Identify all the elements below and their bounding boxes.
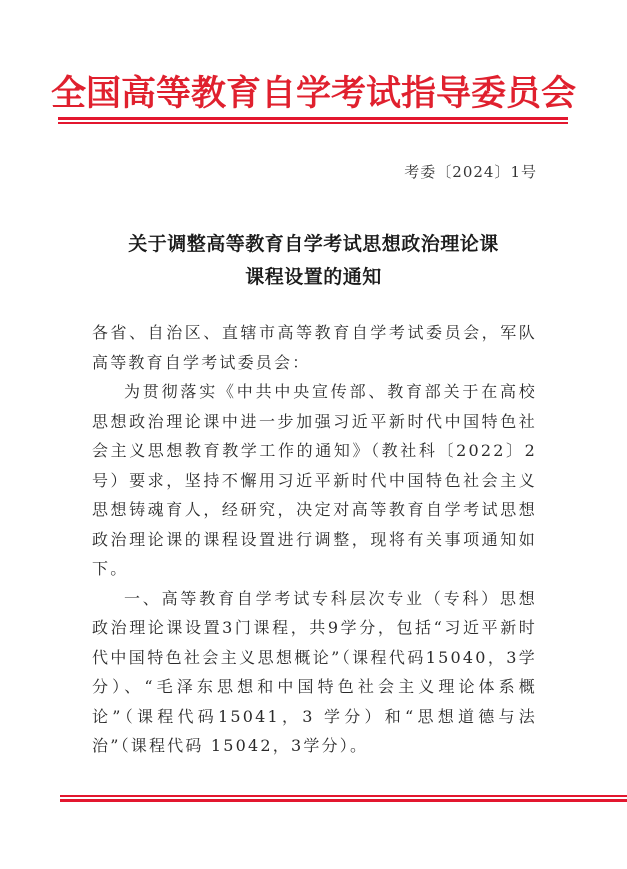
paragraph-intro: 为贯彻落实《中共中央宣传部、教育部关于在高校思想政治理论课中进一步加强习近平新时代中国特色社会主义思想教育教学工作的通知》（教社科〔2022〕2号）要求，坚持不懈用习近平新时代中国特色社会主义思想铸魂育人，经研究，决定对高等教育自学考试思想政治理论课的课程设置进行调整，现将有关事项通知如下。 [92,382,537,578]
footer-rule-thick [60,799,627,802]
footer-rule-thin [60,795,627,797]
document-title-line-2: 课程设置的通知 [245,266,382,288]
paragraph-item-1: 一、高等教育自学考试专科层次专业（专科）思想政治理论课设置3门课程，共9学分，包括“习近平新时代中国特色社会主义思想概论”（课程代码15040，3学分）、“毛泽东思想和中国特色社会主义理论体系概论”（课程代码15041，3 学分）和“思想道德与法治”（课程代码 15042，3学分）。 [92,588,537,755]
document-number: 考委〔2024〕1号 [404,163,537,181]
masthead-organization: 全国高等教育自学考试指导委员会 [50,73,576,114]
document-body [92,318,537,761]
document-title-line-1: 关于调整高等教育自学考试思想政治理论课 [128,233,499,255]
header-rule-thin [58,122,568,124]
salutation: 各省、自治区、直辖市高等教育自学考试委员会，军队高等教育自学考试委员会： [92,323,537,372]
header-rule-thick [58,117,568,120]
